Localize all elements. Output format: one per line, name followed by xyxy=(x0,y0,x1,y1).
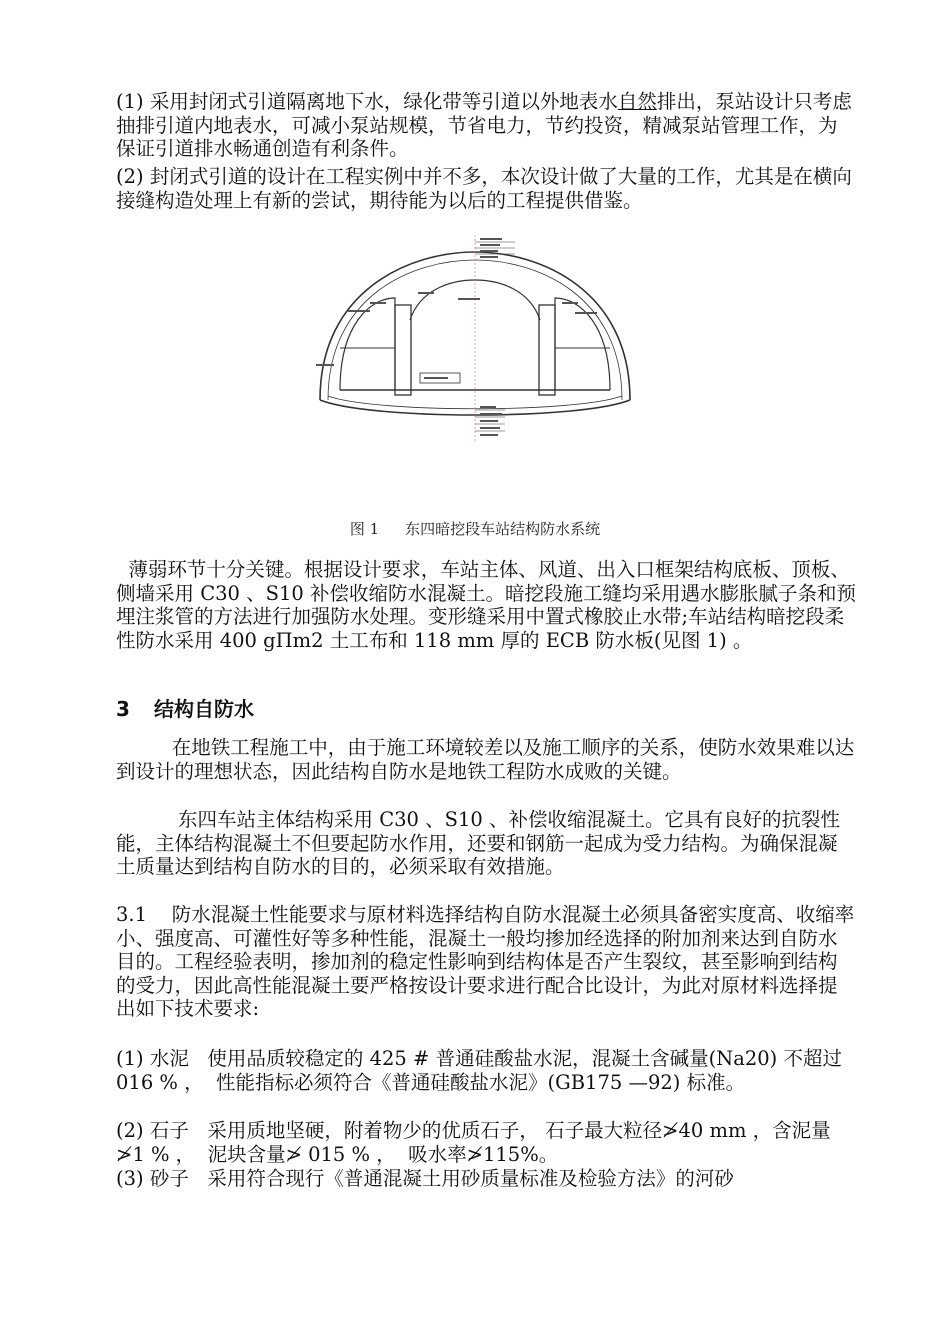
paragraph-3: 薄弱环节十分关键。根据设计要求，车站主体、风道、出入口框架结构底板、顶板、侧墙采用 C30 、S10 补偿收缩防水混凝土。暗挖段施工缝均采用遇水膨胀腻子条和预埋注浆管的方法进行加强防水处理。变形缝采用中置式橡胶止水带;车站结构暗挖段柔性防水采用 400 gΠm2 土工布和 118 mm 厚的 ECB 防水板(见图 1) 。 xyxy=(116,558,857,652)
paragraph-4: 在地铁工程施工中，由于施工环境较差以及施工顺序的关系，使防水效果难以达到设计的理想状态，因此结构自防水是地铁工程防水成败的关键。 xyxy=(116,736,855,783)
figure-caption xyxy=(0,519,950,539)
section-number: 3 xyxy=(116,697,130,721)
paragraph-6: 3.1 防水混凝土性能要求与原材料选择结构自防水混凝土必须具备密实度高、收缩率小、强度高、可灌性好等多种性能，混凝土一般均掺加经选择的附加剂来达到自防水目的。工程经验表明，掺加剂的稳定性影响到结构体是否产生裂纹，甚至影响到结构的受力，因此高性能混凝土要严格按设计要求进行配合比设计，为此对原材料选择提出如下技术要求: xyxy=(116,903,855,1020)
right-column xyxy=(539,305,555,395)
paragraph-1-underlined-word: 自然 xyxy=(617,90,657,113)
paragraph-5: 东四车站主体结构采用 C30 、S10 、补偿收缩混凝土。它具有良好的抗裂性能，主体结构混凝土不但要起防水作用，还要和钢筋一起成为受力结构。为确保混凝土质量达到结构自防水的目的，必须采取有效措施。 xyxy=(116,808,841,878)
figure-caption-label: 图 1 xyxy=(349,520,380,538)
left-column xyxy=(395,305,411,395)
paragraph-9: (3) 砂子 采用符合现行《普通混凝土用砂质量标准及检验方法》的河砂 xyxy=(116,1167,734,1190)
paragraph-7: (1) 水泥 使用品质较稳定的 425 # 普通硅酸盐水泥，混凝土含碱量(Na20) 不超过 016 % ， 性能指标必须符合《普通硅酸盐水泥》(GB175 —92) 标准。 xyxy=(116,1047,849,1094)
paragraph-1 xyxy=(116,90,856,161)
paragraph-8: (2) 石子 采用质地坚硬，附着物少的优质石子， 石子最大粒径≯40 mm ，含泥量≯1 % ， 泥块含量≯ 015 % ， 吸水率≯115%。 xyxy=(116,1119,831,1166)
structure-diagram xyxy=(300,230,650,445)
section-heading xyxy=(116,697,254,721)
section-title: 结构自防水 xyxy=(154,697,254,721)
paragraph-1-text-b: 排出，泵站设计只考虑抽排引道内地表水，可减小泵站规模，节省电力，节约投资，精减泵站管理工作，为保证引道排水畅通创造有利条件。 xyxy=(116,90,852,160)
paragraph-2: (2) 封闭式引道的设计在工程实例中并不多，本次设计做了大量的工作，尤其是在横向接缝构造处理上有新的尝试，期待能为以后的工程提供借鉴。 xyxy=(116,165,852,212)
paragraph-1-text-a: (1) 采用封闭式引道隔离地下水，绿化带等引道以外地表水 xyxy=(116,90,618,113)
figure-caption-text: 东四暗挖段车站结构防水系统 xyxy=(405,520,601,538)
outer-lining xyxy=(320,252,630,400)
